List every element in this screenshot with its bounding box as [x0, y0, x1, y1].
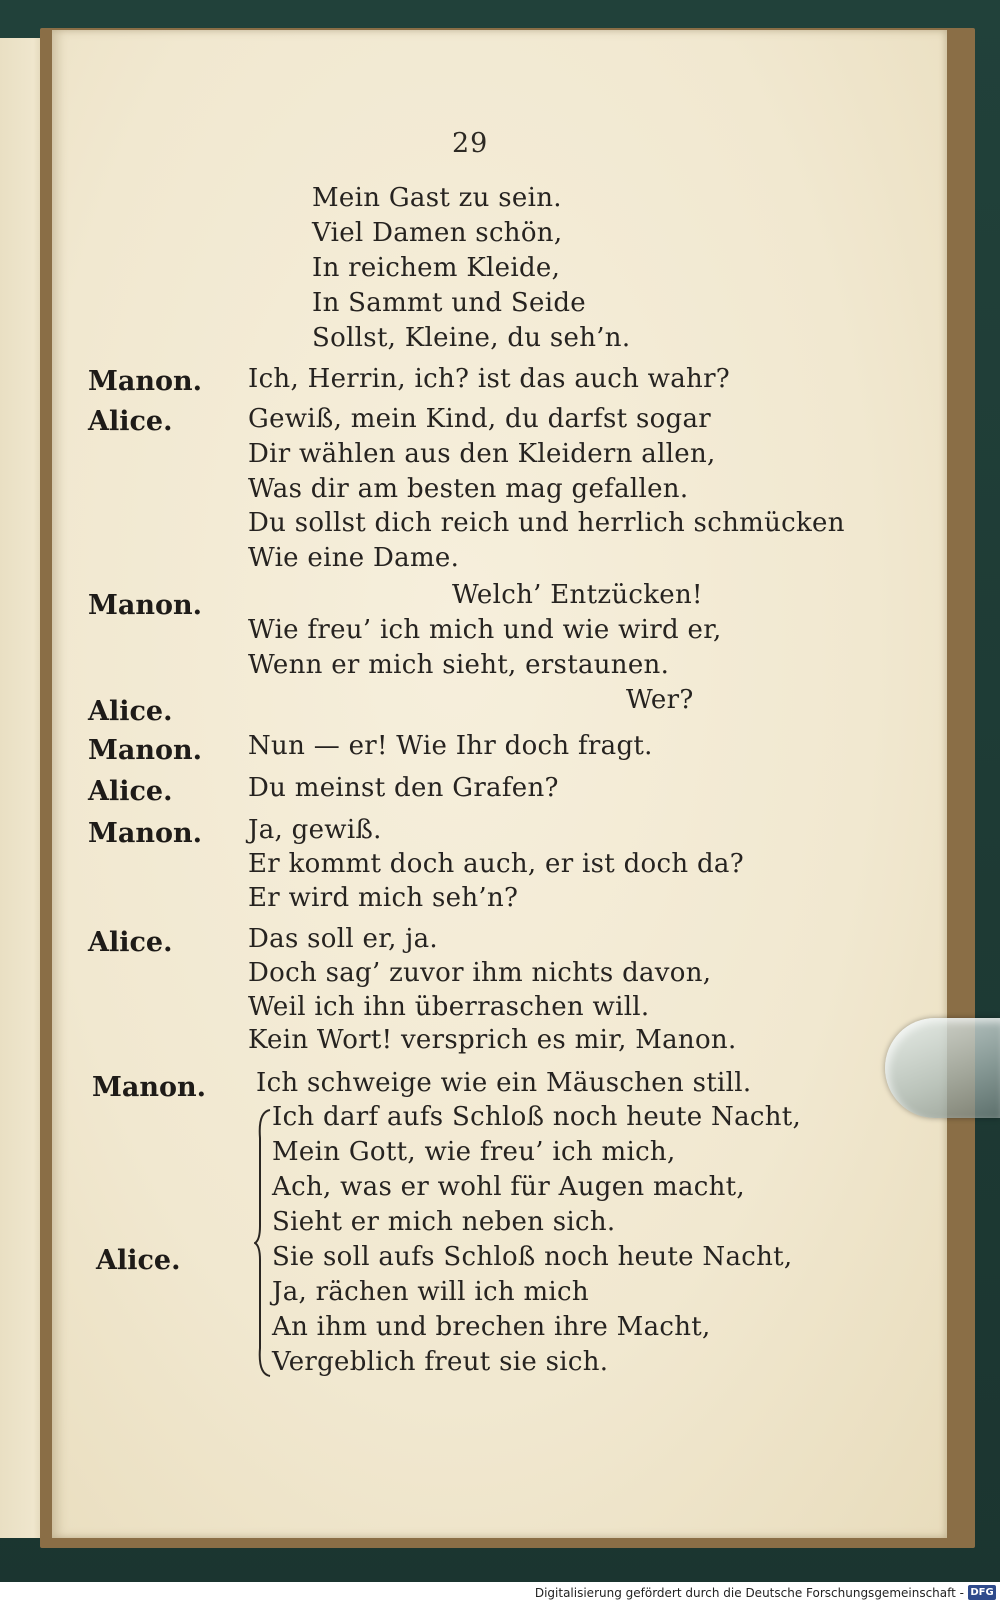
- text-line: An ihm und brechen ihre Macht,: [272, 1312, 711, 1342]
- text-line: Ich schweige wie ein Mäuschen still.: [256, 1068, 752, 1098]
- speaker-label: Alice.: [88, 696, 173, 727]
- dfg-logo: DFG: [968, 1585, 996, 1600]
- text-line: Dir wählen aus den Kleidern allen,: [248, 439, 716, 469]
- speaker-label: Alice.: [96, 1245, 181, 1276]
- text-line: Was dir am besten mag gefallen.: [248, 474, 689, 504]
- text-line: Wer?: [626, 685, 694, 715]
- speaker-label: Alice.: [88, 927, 173, 958]
- text-line: Welch’ Entzücken!: [452, 580, 703, 610]
- text-line: Wie eine Dame.: [248, 543, 460, 573]
- text-line: In reichem Kleide,: [312, 253, 561, 283]
- text-line: Nun — er! Wie Ihr doch fragt.: [248, 731, 653, 761]
- text-line: Wenn er mich sieht, erstaunen.: [248, 650, 670, 680]
- speaker-label: Manon.: [88, 818, 203, 849]
- text-line: Er wird mich seh’n?: [248, 883, 519, 913]
- digitization-credit: Digitalisierung gefördert durch die Deutsche Forschungsgemeinschaft -: [534, 1586, 964, 1600]
- text-line: Gewiß, mein Kind, du darfst sogar: [248, 404, 712, 434]
- text-line: Ja, gewiß.: [248, 815, 382, 845]
- text-line: Ich darf aufs Schloß noch heute Nacht,: [272, 1102, 802, 1132]
- duet-brace: [254, 1108, 272, 1378]
- text-line: Weil ich ihn überraschen will.: [248, 992, 650, 1022]
- text-line: Kein Wort! versprich es mir, Manon.: [248, 1025, 737, 1055]
- speaker-label: Alice.: [88, 776, 173, 807]
- text-line: Er kommt doch auch, er ist doch da?: [248, 849, 744, 879]
- speaker-label: Manon.: [92, 1072, 207, 1103]
- text-line: Ach, was er wohl für Augen macht,: [272, 1172, 745, 1202]
- text-line: Mein Gast zu sein.: [312, 183, 562, 213]
- text-line: Sie soll aufs Schloß noch heute Nacht,: [272, 1242, 793, 1272]
- text-line: Du meinst den Grafen?: [248, 773, 559, 803]
- text-line: Viel Damen schön,: [312, 218, 563, 248]
- page-number: 29: [452, 128, 489, 159]
- text-line: Du sollst dich reich und herrlich schmücken: [248, 508, 845, 538]
- glass-page-weight: [885, 1018, 1000, 1118]
- text-line: Sieht er mich neben sich.: [272, 1207, 616, 1237]
- text-line: Doch sag’ zuvor ihm nichts davon,: [248, 958, 712, 988]
- speaker-label: Manon.: [88, 366, 203, 397]
- text-line: In Sammt und Seide: [312, 288, 586, 318]
- text-line: Das soll er, ja.: [248, 924, 438, 954]
- speaker-label: Manon.: [88, 735, 203, 766]
- text-line: Ich, Herrin, ich? ist das auch wahr?: [248, 364, 731, 394]
- text-line: Mein Gott, wie freu’ ich mich,: [272, 1137, 676, 1167]
- speaker-label: Alice.: [88, 406, 173, 437]
- text-line: Ja, rächen will ich mich: [272, 1277, 589, 1307]
- text-line: Vergeblich freut sie sich.: [272, 1347, 609, 1377]
- text-line: Sollst, Kleine, du seh’n.: [312, 323, 631, 353]
- speaker-label: Manon.: [88, 590, 203, 621]
- text-line: Wie freu’ ich mich und wie wird er,: [248, 615, 722, 645]
